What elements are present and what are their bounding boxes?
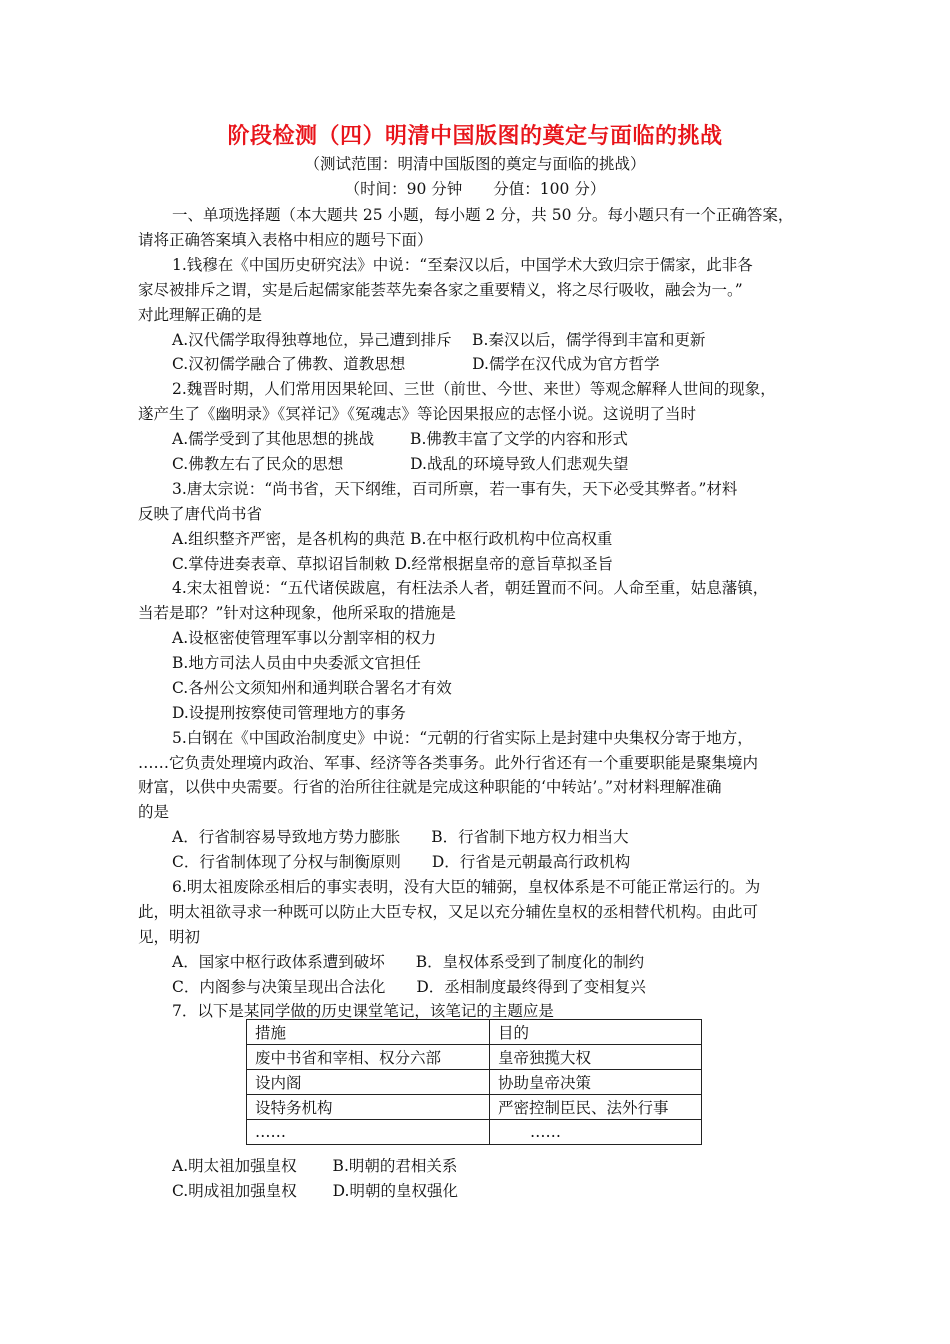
table-row (247, 1045, 702, 1070)
question-7-stem: 7．以下是某同学做的历史课堂笔记，该笔记的主题应是 (172, 1002, 554, 1020)
question-6-options-ab: A．国家中枢行政体系遭到破坏 B．皇权体系受到了制度化的制约 (172, 953, 645, 971)
time-and-score: （时间：90 分钟 分值：100 分） (344, 180, 606, 198)
table-row (247, 1070, 702, 1095)
table-row (247, 1120, 702, 1145)
question-7-options-cd: C.明成祖加强皇权 D.明朝的皇权强化 (172, 1182, 458, 1200)
table-cell: …… (490, 1120, 702, 1145)
question-6-stem-line-3: 见，明初 (138, 928, 201, 946)
section-intro-line-1: 一、单项选择题（本大题共 25 小题，每小题 2 分，共 50 分。每小题只有一个正确答案， (172, 206, 794, 224)
table-header-cell: 目的 (490, 1020, 702, 1045)
question-4-option-a: A.设枢密使管理军事以分割宰相的权力 (172, 629, 437, 647)
question-1-stem-line-2: 家尽被排斥之谓，实是后起儒家能荟萃先秦各家之重要精义，将之尽行吸收，融会为一。” (138, 281, 743, 299)
page-title: 阶段检测（四）明清中国版图的奠定与面临的挑战 (227, 124, 723, 149)
question-1-options-cd: C.汉初儒学融合了佛教、道教思想 D.儒学在汉代成为官方哲学 (172, 355, 660, 373)
table-cell: 皇帝独揽大权 (490, 1045, 702, 1070)
question-2-stem-line-1: 2.魏晋时期，人们常用因果轮回、三世（前世、今世、来世）等观念解释人世间的现象， (172, 380, 776, 398)
table-cell: 严密控制臣民、法外行事 (490, 1095, 702, 1120)
question-4-stem-line-2: 当若是耶？”针对这种现象，他所采取的措施是 (138, 604, 456, 622)
table-row (247, 1095, 702, 1120)
question-4-option-b: B.地方司法人员由中央委派文官担任 (172, 654, 421, 672)
question-7-options-ab: A.明太祖加强皇权 B.明朝的君相关系 (172, 1157, 458, 1175)
question-3-options-cd: C.掌侍进奏表章、草拟诏旨制敕 D.经常根据皇帝的意旨草拟圣旨 (172, 555, 613, 573)
question-5-stem-line-4: 的是 (138, 803, 170, 821)
question-2-options-cd: C.佛教左右了民众的思想 D.战乱的环境导致人们悲观失望 (172, 455, 629, 473)
question-5-stem-line-3: 财富，以供中央需要。行省的治所往往就是完成这种职能的‘中转站’。”对材料理解准确 (138, 778, 722, 796)
table-cell: …… (247, 1120, 490, 1145)
table-cell: 设特务机构 (247, 1095, 490, 1120)
question-5-stem-line-1: 5.白钢在《中国政治制度史》中说：“元朝的行省实际上是封建中央集权分寄于地方， (172, 729, 753, 747)
question-1-stem-line-1: 1.钱穆在《中国历史研究法》中说：“至秦汉以后，中国学术大致归宗于儒家，此非各 (172, 256, 753, 274)
section-intro-line-2: 请将正确答案填入表格中相应的题号下面） (138, 231, 433, 249)
question-1-stem-line-3: 对此理解正确的是 (138, 306, 263, 324)
table-header-cell: 措施 (247, 1020, 490, 1045)
question-5-options-cd: C．行省制体现了分权与制衡原则 D．行省是元朝最高行政机构 (172, 853, 631, 871)
question-6-stem-line-1: 6.明太祖废除丞相后的事实表明，没有大臣的辅弼，皇权体系是不可能正常运行的。为 (172, 878, 761, 896)
question-6-stem-line-2: 此，明太祖欲寻求一种既可以防止大臣专权，又足以充分辅佐皇权的丞相替代机构。由此可 (138, 903, 759, 921)
question-3-stem-line-1: 3.唐太宗说：“尚书省，天下纲维，百司所禀，若一事有失，天下必受其弊者。”材料 (172, 480, 738, 498)
question-3-options-ab: A.组织整齐严密，是各机构的典范 B.在中枢行政机构中位高权重 (172, 530, 613, 548)
table-cell: 协助皇帝决策 (490, 1070, 702, 1095)
question-3-stem-line-2: 反映了唐代尚书省 (138, 505, 263, 523)
question-6-options-cd: C．内阁参与决策呈现出合法化 D．丞相制度最终得到了变相复兴 (172, 978, 646, 996)
notes-table (246, 1019, 702, 1145)
question-2-options-ab: A.儒学受到了其他思想的挑战 B.佛教丰富了文学的内容和形式 (172, 430, 628, 448)
question-5-stem-line-2: ……它负责处理境内政治、军事、经济等各类事务。此外行省还有一个重要职能是聚集境内 (138, 754, 759, 772)
question-1-options-ab: A.汉代儒学取得独尊地位，异己遭到排斥 B.秦汉以后，儒学得到丰富和更新 (172, 331, 706, 349)
test-scope: （测试范围：明清中国版图的奠定与面临的挑战） (304, 155, 646, 173)
question-4-stem-line-1: 4.宋太祖曾说：“五代诸侯跋扈，有枉法杀人者，朝廷置而不问。人命至重，姑息藩镇， (172, 579, 769, 597)
table-header-row (247, 1020, 702, 1045)
question-2-stem-line-2: 遂产生了《幽明录》《冥祥记》《冤魂志》等论因果报应的志怪小说。这说明了当时 (138, 405, 697, 423)
question-5-options-ab: A．行省制容易导致地方势力膨胀 B．行省制下地方权力相当大 (172, 828, 629, 846)
table-cell: 废中书省和宰相、权分六部 (247, 1045, 490, 1070)
question-4-option-c: C.各州公文须知州和通判联合署名才有效 (172, 679, 452, 697)
question-4-option-d: D.设提刑按察使司管理地方的事务 (172, 704, 406, 722)
table-cell: 设内阁 (247, 1070, 490, 1095)
